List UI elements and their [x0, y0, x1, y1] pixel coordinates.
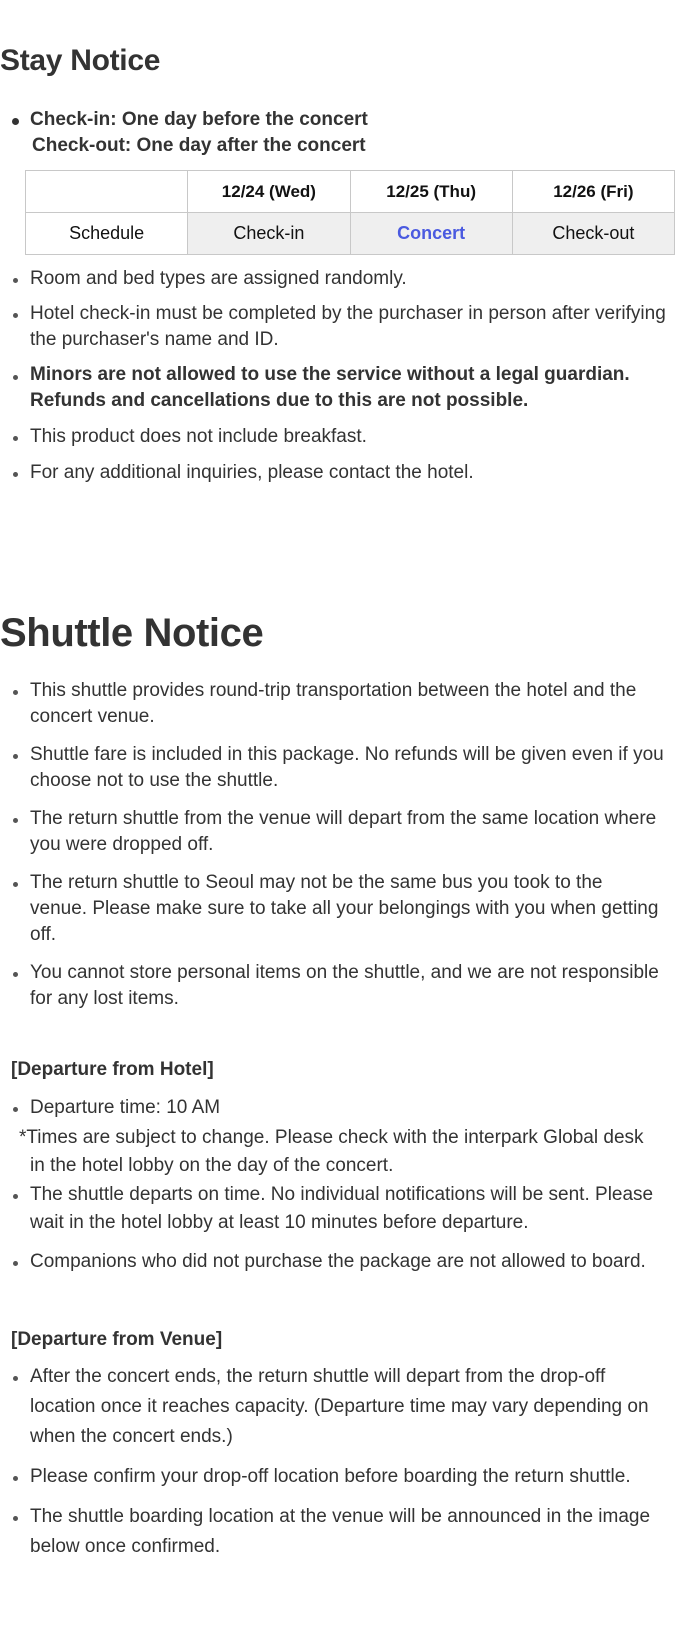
- bullet: [13, 278, 18, 283]
- schedule-row: [26, 213, 675, 255]
- shuttle-item-cont: off.: [30, 924, 57, 945]
- stay-notice-title: Stay Notice: [0, 44, 161, 77]
- schedule-header-empty: [26, 171, 188, 213]
- stay-item: Hotel check-in must be completed by the purchaser in person after verifying: [30, 303, 666, 324]
- shuttle-item: Shuttle fare is included in this package. No refunds will be given even if you: [30, 744, 664, 765]
- hotel-time-note: *Times are subject to change. Please check with the interpark Global desk: [19, 1127, 644, 1148]
- stay-item-minors-cont: Refunds and cancellations due to this are not possible.: [30, 390, 529, 411]
- shuttle-item-cont: venue. Please make sure to take all your belongings with you when getting: [30, 898, 659, 919]
- bullet: [13, 1194, 18, 1199]
- schedule-row-label: Schedule: [26, 213, 188, 255]
- hotel-item: The shuttle departs on time. No individual notifications will be sent. Please: [30, 1184, 654, 1205]
- schedule-header-date: 12/26 (Fri): [512, 171, 674, 213]
- checkout-line: Check-out: One day after the concert: [32, 135, 366, 156]
- bullet: [13, 472, 18, 477]
- shuttle-item-cont: you were dropped off.: [30, 834, 214, 855]
- hotel-departure-time: Departure time: 10 AM: [30, 1097, 221, 1118]
- stay-item-cont: the purchaser's name and ID.: [30, 329, 279, 350]
- schedule-cell-checkin: Check-in: [188, 213, 350, 255]
- bullet: [13, 1261, 18, 1266]
- shuttle-item: You cannot store personal items on the shuttle, and we are not responsible: [30, 962, 659, 983]
- shuttle-item-cont: for any lost items.: [30, 988, 179, 1009]
- bullet: [13, 972, 18, 977]
- stay-item: For any additional inquiries, please contact the hotel.: [30, 462, 474, 483]
- shuttle-item: This shuttle provides round-trip transportation between the hotel and the: [30, 680, 637, 701]
- bullet: [13, 818, 18, 823]
- hotel-departure-heading: [Departure from Hotel]: [11, 1059, 214, 1080]
- schedule-table: [25, 170, 675, 255]
- bullet: [13, 1516, 18, 1521]
- venue-item: The shuttle boarding location at the venue will be announced in the image: [30, 1506, 651, 1527]
- bullet: [13, 882, 18, 887]
- venue-departure-heading: [Departure from Venue]: [11, 1329, 223, 1350]
- schedule-cell-concert: Concert: [350, 213, 512, 255]
- shuttle-item-cont: choose not to use the shuttle.: [30, 770, 279, 791]
- shuttle-item-cont: concert venue.: [30, 706, 155, 727]
- bullet: [13, 313, 18, 318]
- hotel-time-note-cont: in the hotel lobby on the day of the concert.: [30, 1155, 394, 1176]
- schedule-cell-checkout: Check-out: [512, 213, 674, 255]
- bullet: [12, 118, 19, 125]
- bullet: [13, 754, 18, 759]
- shuttle-item: The return shuttle to Seoul may not be the same bus you took to the: [30, 872, 603, 893]
- venue-item-cont: below once confirmed.: [30, 1536, 221, 1557]
- bullet: [13, 1107, 18, 1112]
- stay-item: Room and bed types are assigned randomly.: [30, 268, 407, 289]
- schedule-header-row: [26, 171, 675, 213]
- bullet: [13, 690, 18, 695]
- venue-item-cont: location once it reaches capacity. (Departure time may vary depending on: [30, 1396, 649, 1417]
- venue-item: After the concert ends, the return shuttle will depart from the drop-off: [30, 1366, 606, 1387]
- hotel-item-cont: wait in the hotel lobby at least 10 minutes before departure.: [30, 1212, 529, 1233]
- venue-item: Please confirm your drop-off location before boarding the return shuttle.: [30, 1466, 631, 1487]
- shuttle-item: The return shuttle from the venue will depart from the same location where: [30, 808, 657, 829]
- shuttle-notice-title: Shuttle Notice: [0, 611, 264, 655]
- hotel-item: Companions who did not purchase the package are not allowed to board.: [30, 1251, 646, 1272]
- bullet: [13, 1476, 18, 1481]
- stay-item: This product does not include breakfast.: [30, 426, 367, 447]
- checkin-line: Check-in: One day before the concert: [30, 109, 368, 130]
- schedule-header-date: 12/25 (Thu): [350, 171, 512, 213]
- bullet: [13, 436, 18, 441]
- schedule-header-date: 12/24 (Wed): [188, 171, 350, 213]
- bullet: [13, 375, 18, 380]
- bullet: [13, 1376, 18, 1381]
- stay-item-minors: Minors are not allowed to use the service without a legal guardian.: [30, 364, 630, 385]
- venue-item-cont: when the concert ends.): [30, 1426, 233, 1447]
